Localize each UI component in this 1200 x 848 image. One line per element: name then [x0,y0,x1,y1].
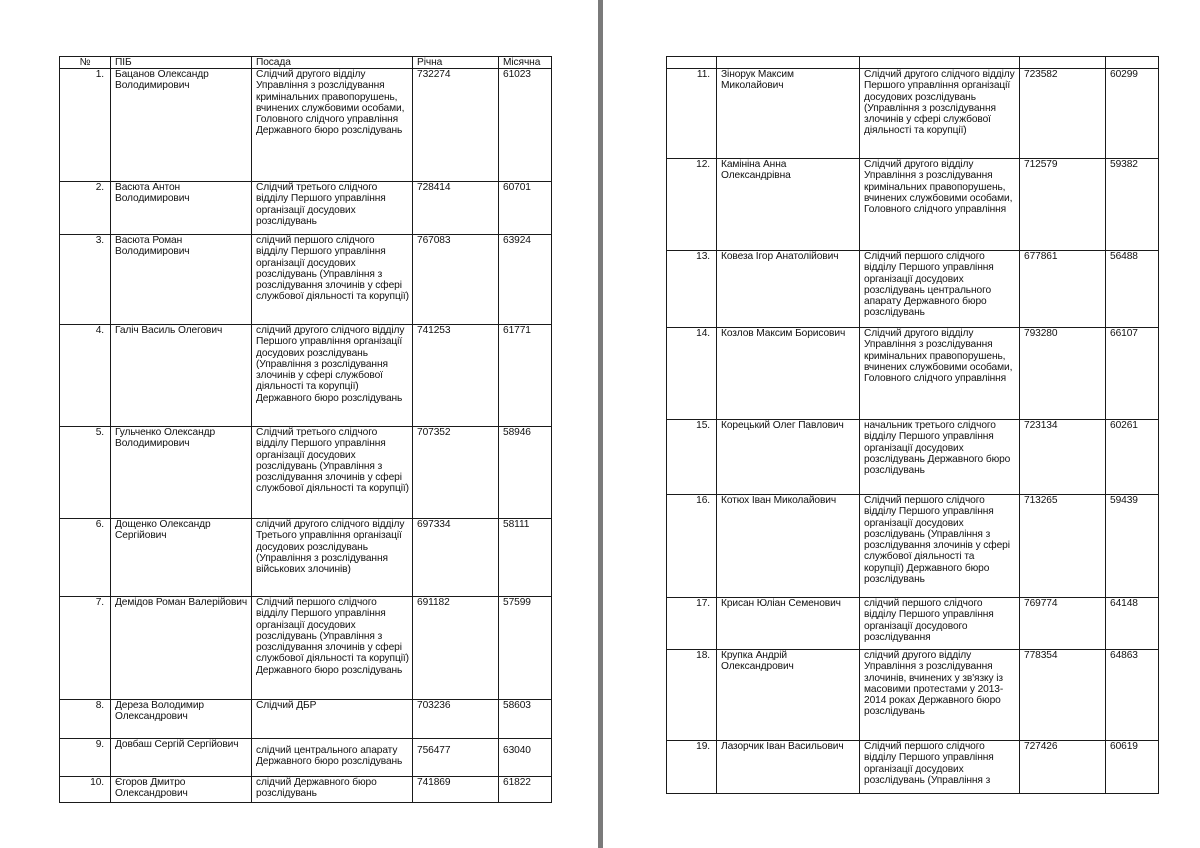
row-annual: 723134 [1020,420,1106,495]
table-row [667,741,1159,794]
row-monthly: 58111 [499,519,552,597]
row-number: 12. [667,159,717,251]
row-annual: 707352 [413,427,499,519]
row-name: Крисан Юліан Семенович [717,598,860,650]
header-empty-cell [1106,57,1159,69]
row-position: слідчий центрального апарату Державного бюро розслідувань [252,739,413,777]
header-empty-cell [717,57,860,69]
row-name: Гульченко Олександр Володимирович [111,427,252,519]
row-name: Корецький Олег Павлович [717,420,860,495]
row-annual: 677861 [1020,251,1106,328]
row-number: 16. [667,495,717,598]
row-monthly: 61822 [499,777,552,803]
table-row [60,519,552,597]
header-monthly: Місячна [499,57,552,69]
row-position: Слідчий другого слідчого відділу Першого управління організації досудових розслідувань (Управління з розслідування злочинів у сфері службової діяльності та корупції) [860,69,1020,159]
row-name: Довбаш Сергій Сергійович [111,739,252,777]
row-annual: 756477 [413,739,499,777]
row-monthly: 64863 [1106,650,1159,741]
row-position: Слідчий третього слідчого відділу Першого управління організації досудових розслідувань [252,182,413,235]
row-position: слідчий Державного бюро розслідувань [252,777,413,803]
row-monthly: 60619 [1106,741,1159,794]
row-monthly: 59439 [1106,495,1159,598]
row-monthly: 60299 [1106,69,1159,159]
header-annual: Річна [413,57,499,69]
table-row [60,739,552,777]
row-monthly: 60261 [1106,420,1159,495]
header-empty-cell [860,57,1020,69]
row-number: 17. [667,598,717,650]
row-position: Слідчий ДБР [252,700,413,739]
row-number: 3. [60,235,111,325]
row-annual: 703236 [413,700,499,739]
table-row [667,159,1159,251]
row-monthly: 61023 [499,69,552,182]
table-row [60,427,552,519]
table-row [667,598,1159,650]
row-annual: 741253 [413,325,499,427]
header-empty-cell [1020,57,1106,69]
table-row [60,235,552,325]
row-position: Слідчий другого відділу Управління з розслідування кримінальних правопорушень, вчинених службовими особами, Головного слідчого управління Державного бюро розслідувань [252,69,413,182]
header-position: Посада [252,57,413,69]
row-number: 11. [667,69,717,159]
table-header-row [60,57,552,69]
row-position: слідчий першого слідчого відділу Першого управління організації досудового розслідування [860,598,1020,650]
table-row [60,777,552,803]
row-name: Котюх Іван Миколайович [717,495,860,598]
row-monthly: 64148 [1106,598,1159,650]
row-annual: 712579 [1020,159,1106,251]
row-annual: 741869 [413,777,499,803]
row-name: Васюта Роман Володимирович [111,235,252,325]
row-number: 8. [60,700,111,739]
row-monthly: 59382 [1106,159,1159,251]
row-annual: 732274 [413,69,499,182]
row-name: Дощенко Олександр Сергійович [111,519,252,597]
row-position: Слідчий першого слідчого відділу Першого управління організації досудових розслідувань центрального апарату Державного бюро розслідувань [860,251,1020,328]
row-name: Дереза Володимир Олександрович [111,700,252,739]
row-name: Єгоров Дмитро Олександрович [111,777,252,803]
row-name: Крупка Андрій Олександрович [717,650,860,741]
row-name: Демідов Роман Валерійович [111,597,252,700]
row-number: 14. [667,328,717,420]
salary-table-left [59,56,552,803]
row-monthly: 63040 [499,739,552,777]
row-annual: 723582 [1020,69,1106,159]
table-row [667,69,1159,159]
row-number: 18. [667,650,717,741]
row-annual: 697334 [413,519,499,597]
row-monthly: 58603 [499,700,552,739]
row-position: начальник третього слідчого відділу Першого управління організації досудових розслідувань Державного бюро розслідувань [860,420,1020,495]
row-position: Слідчий третього слідчого відділу Першого управління організації досудових розслідувань (Управління з розслідування злочинів у сфері службової діяльності та корупції) [252,427,413,519]
row-number: 7. [60,597,111,700]
row-number: 1. [60,69,111,182]
document-page-right [603,0,1200,848]
row-name: Лазорчик Іван Васильович [717,741,860,794]
row-position: Слідчий першого слідчого відділу Першого управління організації досудових розслідувань (Управління з [860,741,1020,794]
header-empty-cell [667,57,717,69]
row-annual: 769774 [1020,598,1106,650]
table-row [667,251,1159,328]
table-row [667,650,1159,741]
row-position: Слідчий другого відділу Управління з розслідування кримінальних правопорушень, вчинених службовими особами, Головного слідчого управління [860,328,1020,420]
row-monthly: 61771 [499,325,552,427]
row-position: Слідчий першого слідчого відділу Першого управління організації досудових розслідувань (Управління з розслідування злочинів у сфері службової діяльності та корупції) Державного бюро розслідувань [860,495,1020,598]
row-monthly: 56488 [1106,251,1159,328]
row-position: слідчий другого відділу Управління з розслідування злочинів, вчинених у зв'язку із масовими протестами у 2013-2014 роках Державного бюро розслідувань [860,650,1020,741]
row-position: Слідчий першого слідчого відділу Першого управління організації досудових розслідувань (Управління з розслідування злочинів у сфері службової діяльності та корупції) Державного бюро розслідувань [252,597,413,700]
row-monthly: 66107 [1106,328,1159,420]
row-number: 4. [60,325,111,427]
row-number: 15. [667,420,717,495]
row-position: слідчий другого слідчого відділу Першого управління організації досудових розслідувань (Управління з розслідування злочинів у сфері службової діяльності та корупції) Державного бюро розслідувань [252,325,413,427]
document-page-left [0,0,598,848]
row-annual: 691182 [413,597,499,700]
row-number: 10. [60,777,111,803]
header-number: № [60,57,111,69]
salary-table-right [666,56,1159,794]
table-header-row [667,57,1159,69]
row-position: слідчий першого слідчого відділу Першого управління організації досудових розслідувань (Управління з розслідування злочинів у сфері службової діяльності та корупції) [252,235,413,325]
row-name: Васюта Антон Володимирович [111,182,252,235]
table-row [667,495,1159,598]
row-number: 2. [60,182,111,235]
row-monthly: 63924 [499,235,552,325]
row-annual: 793280 [1020,328,1106,420]
table-row [60,700,552,739]
row-annual: 778354 [1020,650,1106,741]
table-row [667,420,1159,495]
row-number: 13. [667,251,717,328]
row-name: Козлов Максим Борисович [717,328,860,420]
header-name: ПІБ [111,57,252,69]
row-annual: 713265 [1020,495,1106,598]
row-number: 19. [667,741,717,794]
row-annual: 728414 [413,182,499,235]
row-number: 5. [60,427,111,519]
row-name: Галіч Василь Олегович [111,325,252,427]
row-number: 9. [60,739,111,777]
row-annual: 727426 [1020,741,1106,794]
table-row [667,328,1159,420]
row-name: Камініна Анна Олександрівна [717,159,860,251]
row-name: Ковеза Ігор Анатолійович [717,251,860,328]
row-position: Слідчий другого відділу Управління з розслідування кримінальних правопорушень, вчинених службовими особами, Головного слідчого управління [860,159,1020,251]
row-position: слідчий другого слідчого відділу Третього управління організації досудових розслідувань (Управління з розслідування військових злочинів) [252,519,413,597]
table-row [60,182,552,235]
row-monthly: 58946 [499,427,552,519]
table-row [60,69,552,182]
row-monthly: 57599 [499,597,552,700]
table-row [60,325,552,427]
row-monthly: 60701 [499,182,552,235]
row-number: 6. [60,519,111,597]
row-annual: 767083 [413,235,499,325]
table-row [60,597,552,700]
row-name: Зінорук Максим Миколайович [717,69,860,159]
row-name: Бацанов Олександр Володимирович [111,69,252,182]
